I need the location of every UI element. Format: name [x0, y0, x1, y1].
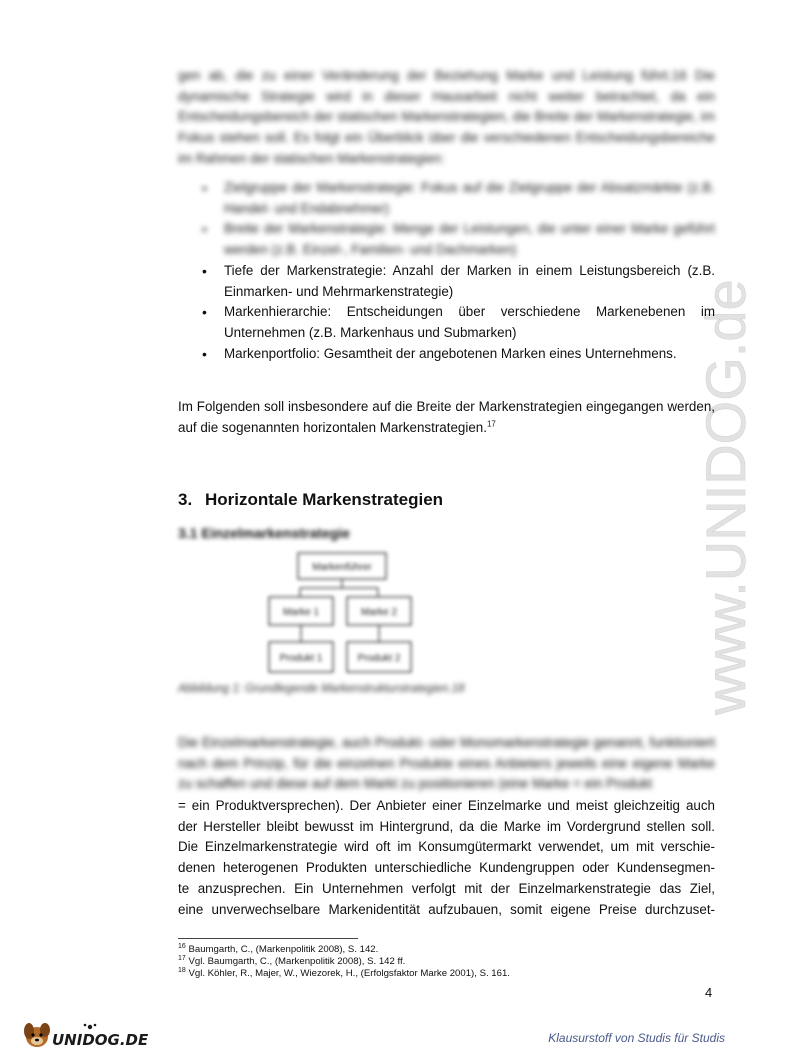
footnote	[178, 944, 510, 956]
footnote-text: Vgl. Baumgarth, C., (Markenpolitik 2008), S. 142 ff.	[185, 955, 406, 967]
footnote	[178, 956, 510, 968]
footnote-ref-17: 17	[486, 419, 496, 429]
breadth-paragraph-text: Im Folgenden soll insbesondere auf die Breite der Markenstrategien eingegangen werden, auf die sogenannten horizontalen Markenstrategien.	[178, 399, 715, 435]
bullet-item: • Breite der Markenstrategie: Menge der Leistungen, die unter einer Marke geführt werden (z.B. Einzel-, Familien- und Dachmarken)	[178, 219, 715, 260]
brand-structure-diagram	[260, 545, 430, 680]
footnote-text: Vgl. Köhler, R., Majer, W., Wiezorek, H., (Erfolgsfaktor Marke 2001), S. 161.	[185, 967, 510, 979]
intro-paragraph: gen ab, die zu einer Veränderung der Beziehung Marke und Leistung führt.16 Die dynamische Strategie wird in dieser Hausarbeit nicht weiter betrachtet, da ein Entscheidungsbereich der statischen Markenstrategien, die Breite der Markenstrategie, im Fokus stehen soll. Es folgt ein Überblick über die verschiedenen Entscheidungsbereiche im Rahmen der statischen Markenstrategien:	[178, 68, 715, 166]
footnote-number: 18	[178, 966, 186, 974]
diagram-label-top: Markenführer	[312, 562, 372, 573]
footnote-text: Baumgarth, C., (Markenpolitik 2008), S. 142.	[185, 944, 379, 955]
bullet-item: • Zielgruppe der Markenstrategie: Fokus auf die Zielgruppe der Absatzmärkte (z.B. Handel- und Endabnehmer)	[178, 178, 715, 219]
footer-slogan: Klausurstoff von Studis für Studis	[548, 1031, 725, 1045]
unidog-logo	[22, 1015, 152, 1053]
footnote	[178, 968, 510, 980]
figure-caption: Abbildung 1: Grundlegende Markenstrukturstrategien.18	[178, 683, 465, 695]
section-title: Horizontale Markenstrategien	[205, 490, 444, 509]
subsection-heading: 3.1 Einzelmarkenstrategie	[178, 525, 350, 541]
paragraph-line: Die Einzelmarkenstrategie wird oft im Konsumgütermarkt verwendet, um mit verschie-	[178, 839, 715, 855]
paragraph-line: = ein Produktversprechen). Der Anbieter einer Einzelmarke und meist gleichzeitig auch	[178, 798, 715, 813]
diagram-label-mid-right: Marke 2	[360, 607, 398, 618]
diagram-label-bottom-left: Produkt 1	[279, 653, 323, 664]
bullet-item: • Markenhierarchie: Entscheidungen über verschiedene Markenebenen im Unternehmen (z.B. Markenhaus und Submarken)	[178, 302, 715, 343]
diagram-label-bottom-right: Produkt 2	[357, 653, 401, 664]
footnotes	[178, 944, 510, 979]
bullet-item: • Markenportfolio: Gesamtheit der angebotenen Marken eines Unternehmens.	[178, 344, 715, 365]
paragraph-line: eine unverwechselbare Markenidentität aufzubauen, somit eigene Preise durchzuset-	[178, 901, 715, 917]
footnote-number: 17	[178, 954, 186, 962]
paragraph-line: denen heterogenen Produkten unterschiedliche Kundengruppen oder Kundensegmen-	[178, 860, 715, 876]
section-heading	[178, 490, 443, 510]
paragraph-line: te anzusprechen. Ein Unternehmen verfolgt mit der Einzelmarkenstrategie das Ziel,	[178, 880, 715, 896]
watermark-text: www.UNIDOG.de	[694, 279, 757, 715]
footnote-number: 16	[178, 942, 186, 950]
single-brand-paragraph-blurred: Die Einzelmarkenstrategie, auch Produkt- oder Monomarkenstrategie genannt, funktioniert nach dem Prinzip, für die einzelnen Produkte eines Anbieters jeweils eine eigene Marke zu schaffen und diese auf dem Markt zu positionieren (eine Marke = ein Produkt	[178, 735, 715, 792]
diagram-label-mid-left: Marke 1	[282, 607, 320, 618]
logo-text: UNIDOG.DE	[52, 1031, 149, 1049]
page-number: 4	[705, 985, 713, 1000]
strategy-bullet-list	[178, 178, 715, 364]
paragraph-line: der Hersteller bleibt bewusst im Hintergrund, da die Marke im Vordergrund stellen soll.	[178, 818, 715, 834]
footnote-divider	[178, 938, 358, 939]
breadth-paragraph	[178, 397, 715, 438]
bullet-item: • Tiefe der Markenstrategie: Anzahl der Marken in einem Leistungsbereich (z.B. Einmarken- und Mehrmarkenstrategie)	[178, 261, 715, 302]
section-number: 3.	[178, 490, 193, 509]
single-brand-paragraph	[178, 796, 715, 920]
